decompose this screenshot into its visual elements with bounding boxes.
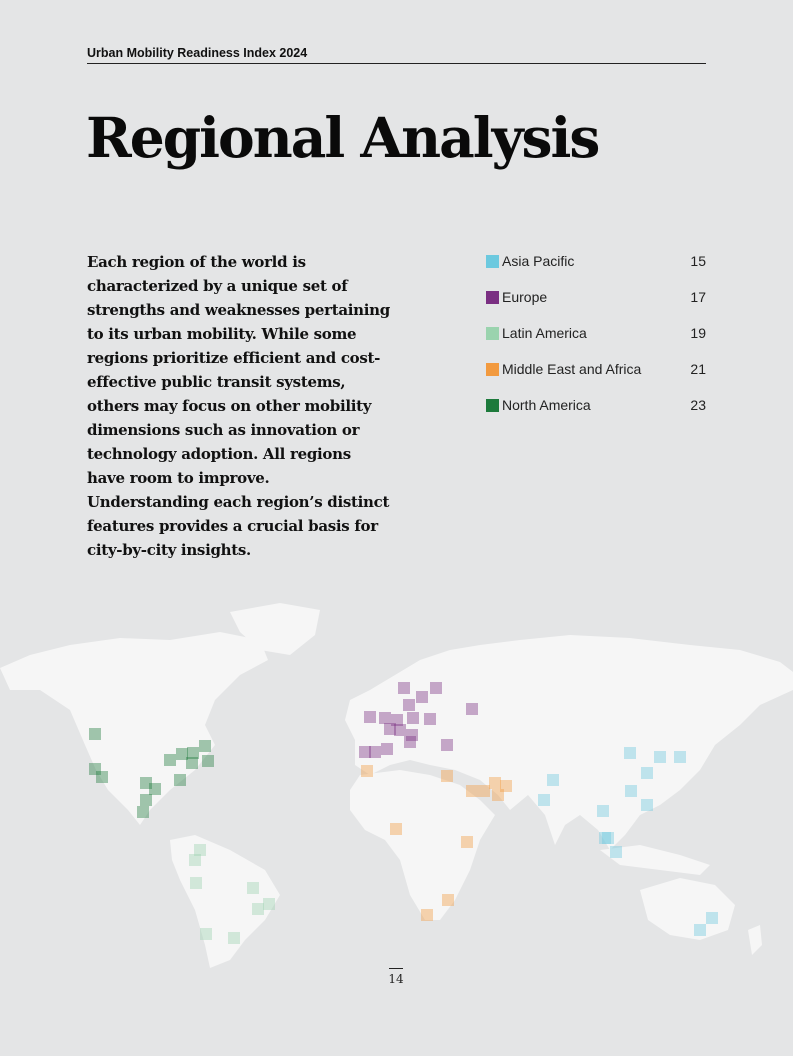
city-marker (398, 682, 410, 694)
city-marker (164, 754, 176, 766)
legend-label: Latin America (502, 325, 587, 341)
region-legend (486, 253, 706, 433)
city-marker (174, 774, 186, 786)
legend-page-number: 19 (690, 325, 706, 341)
legend-item-europe[interactable] (486, 289, 706, 307)
city-marker (199, 740, 211, 752)
middle-east-africa-swatch (486, 363, 499, 376)
report-title: Urban Mobility Readiness Index 2024 (87, 46, 308, 60)
city-marker (252, 903, 264, 915)
city-marker (407, 712, 419, 724)
north-america-landmass (0, 632, 268, 825)
city-marker (404, 736, 416, 748)
continents (0, 603, 793, 968)
city-marker (247, 882, 259, 894)
city-marker (478, 785, 490, 797)
city-marker (602, 832, 614, 844)
city-marker (489, 777, 501, 789)
city-marker (641, 799, 653, 811)
city-marker (361, 765, 373, 777)
legend-label: Asia Pacific (502, 253, 575, 269)
city-marker (441, 770, 453, 782)
city-marker (538, 794, 550, 806)
city-marker (416, 691, 428, 703)
city-marker (140, 794, 152, 806)
australia-landmass (640, 878, 735, 940)
city-marker (379, 712, 391, 724)
legend-page-number: 17 (690, 289, 706, 305)
page-title: Regional Analysis (86, 105, 599, 170)
legend-label: Europe (502, 289, 548, 305)
city-marker (466, 785, 478, 797)
legend-page-number: 21 (690, 361, 706, 377)
north-america-swatch (486, 399, 499, 412)
city-marker (202, 755, 214, 767)
city-marker (441, 739, 453, 751)
legend-label: Middle East and Africa (502, 361, 642, 377)
city-marker (654, 751, 666, 763)
city-marker (442, 894, 454, 906)
city-marker (641, 767, 653, 779)
city-marker (390, 823, 402, 835)
asia-pacific-swatch (486, 255, 499, 268)
new-zealand-landmass (748, 925, 762, 955)
city-marker (597, 805, 609, 817)
legend-item-north-america[interactable] (486, 397, 706, 415)
city-marker (610, 846, 622, 858)
latin-america-swatch (486, 327, 499, 340)
europe-swatch (486, 291, 499, 304)
page-number: 14 (388, 972, 404, 986)
city-marker (421, 909, 433, 921)
city-marker (394, 724, 406, 736)
legend-page-number: 23 (690, 397, 706, 413)
legend-item-middle-east-africa[interactable] (486, 361, 706, 379)
city-marker (364, 711, 376, 723)
world-map (0, 590, 793, 970)
city-marker (190, 877, 202, 889)
city-marker (186, 757, 198, 769)
city-marker (403, 699, 415, 711)
city-marker (381, 743, 393, 755)
city-marker (137, 806, 149, 818)
legend-page-number: 15 (690, 253, 706, 269)
city-marker (89, 728, 101, 740)
city-marker (200, 928, 212, 940)
city-marker (500, 780, 512, 792)
city-marker (547, 774, 559, 786)
city-marker (96, 771, 108, 783)
city-marker (624, 747, 636, 759)
legend-item-asia-pacific[interactable] (486, 253, 706, 271)
legend-label: North America (502, 397, 591, 413)
city-marker (424, 713, 436, 725)
city-marker (228, 932, 240, 944)
city-marker (461, 836, 473, 848)
city-marker (694, 924, 706, 936)
city-marker (625, 785, 637, 797)
city-marker (430, 682, 442, 694)
page-footer (388, 968, 404, 986)
city-marker (189, 854, 201, 866)
city-marker (149, 783, 161, 795)
intro-paragraph: Each region of the world is characterized by a unique set of strengths and weaknesses pertaining to its urban mobility. While some regions prioritize efficient and cost-effective public transit systems, others may focus on other mobility dimensions such as innovation or technology adoption. All regions have room to improve. Understanding each region’s distinct features provides a crucial basis for city-by-city insights. (87, 253, 390, 559)
legend-item-latin-america[interactable] (486, 325, 706, 343)
city-marker (369, 746, 381, 758)
city-marker (674, 751, 686, 763)
footer-rule (389, 968, 403, 969)
city-marker (706, 912, 718, 924)
city-marker (466, 703, 478, 715)
city-marker (263, 898, 275, 910)
report-header (87, 46, 706, 64)
